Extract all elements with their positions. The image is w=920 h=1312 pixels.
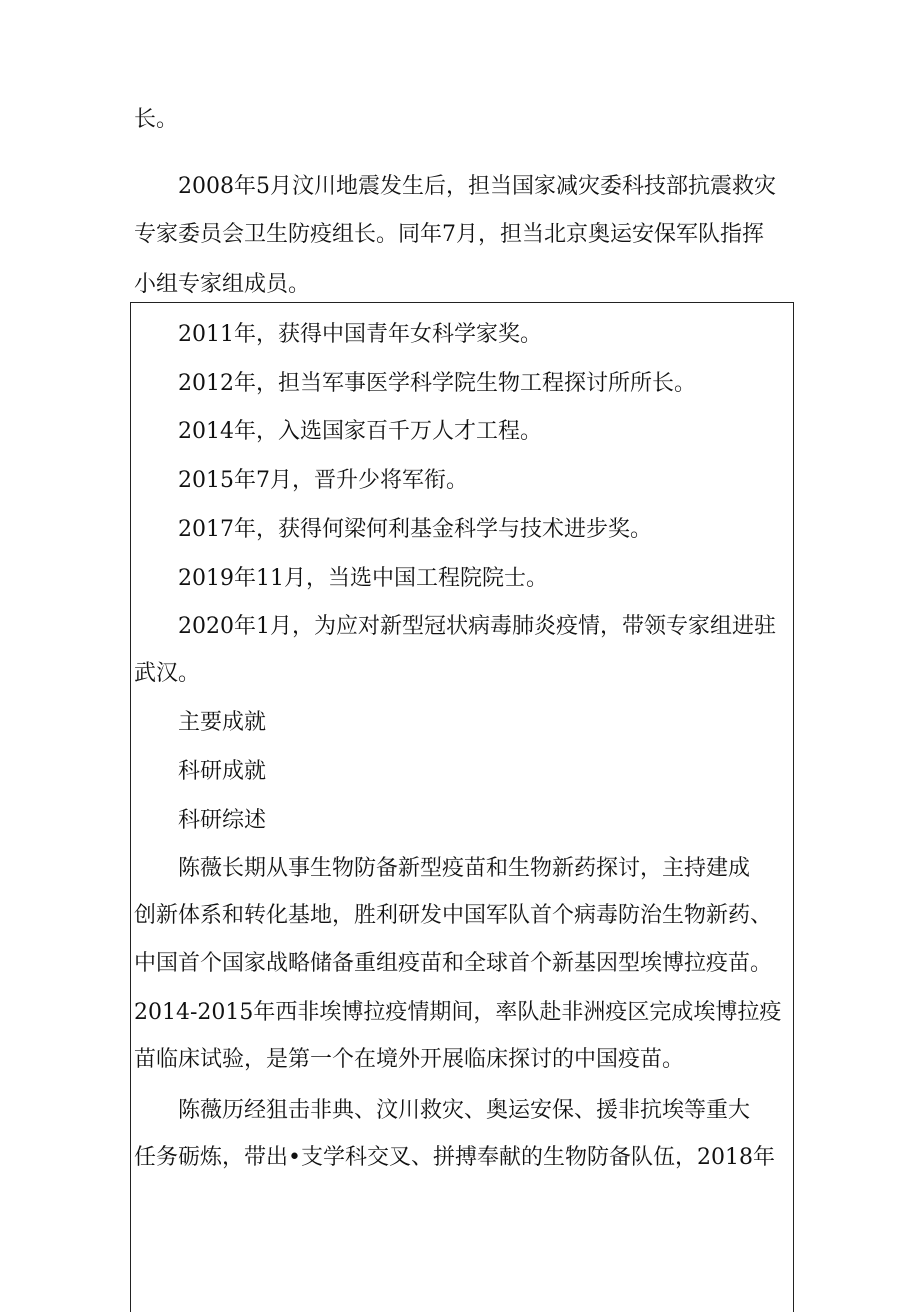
text-line: 武汉。 — [134, 661, 201, 686]
text-line: 2008年5月汶川地震发生后，担当国家减灾委科技部抗震救灾 — [178, 174, 776, 199]
text-line: 2012年，担当军事医学科学院生物工程探讨所所长。 — [178, 371, 696, 396]
text-line: 创新体系和转化基地，胜利研发中国军队首个病毒防治生物新药、 — [134, 903, 773, 928]
text-line: 苗临床试验，是第一个在境外开展临床探讨的中国疫苗。 — [134, 1047, 685, 1072]
section-heading: 科研成就 — [178, 759, 267, 784]
text-line: 长。 — [134, 107, 179, 132]
text-line: 专家委员会卫生防疫组长。同年7月，担当北京奥运安保军队指挥 — [134, 222, 764, 247]
text-line: 2014年，入选国家百千万人才工程。 — [178, 419, 542, 444]
text-line: 2015年7月，晋升少将军衔。 — [178, 468, 468, 493]
text-line: 2020年1月，为应对新型冠状病毒肺炎疫情，带领专家组进驻 — [178, 614, 776, 639]
text-line: 小组专家组成员。 — [134, 272, 311, 297]
text-line: 2017年，获得何梁何利基金科学与技术进步奖。 — [178, 517, 652, 542]
text-line: 任务砺炼，带出•支学科交叉、拼搏奉献的生物防备队伍，2018年 — [134, 1145, 775, 1170]
text-line: 陈薇长期从事生物防备新型疫苗和生物新药探讨，主持建成 — [178, 856, 751, 881]
text-line: 中国首个国家战略储备重组疫苗和全球首个新基因型埃博拉疫苗。 — [134, 951, 773, 976]
text-line: 2011年，获得中国青年女科学家奖。 — [178, 322, 542, 347]
text-line: 2014-2015年西非埃博拉疫情期间，率队赴非洲疫区完成埃博拉疫 — [134, 1000, 782, 1025]
text-line: 2019年11月，当选中国工程院院士。 — [178, 566, 548, 591]
section-heading: 科研综述 — [178, 808, 267, 833]
section-heading: 主要成就 — [178, 710, 267, 735]
text-line: 陈薇历经狙击非典、汶川救灾、奥运安保、援非抗埃等重大 — [178, 1098, 751, 1123]
